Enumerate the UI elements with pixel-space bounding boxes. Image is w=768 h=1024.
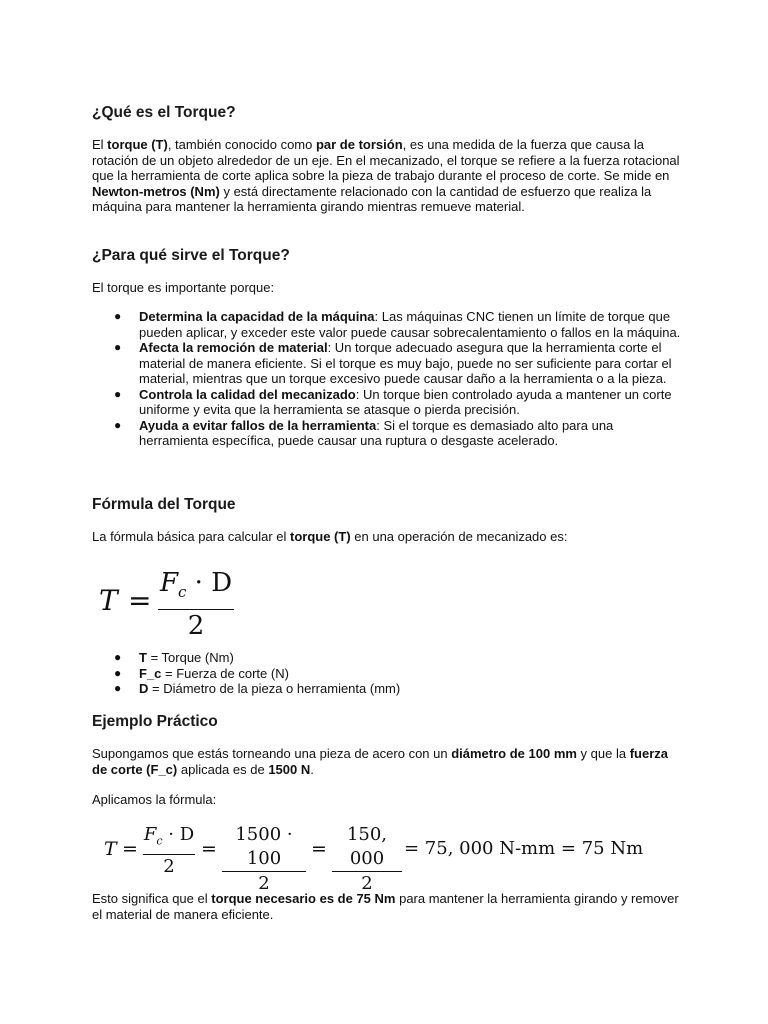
paragraph-formula-intro: La fórmula básica para calcular el torque (T) en una operación de mecanizado es: bbox=[92, 529, 568, 544]
example-fraction-1: $F_c \cdot D$ 2 bbox=[143, 824, 195, 877]
list-item: ● Controla la calidad del mecanizado: Un torque bien controlado ayuda a mantener un corte uniforme y evita que la herramienta se atasque o pierda precisión. bbox=[114, 386, 672, 417]
heading-ejemplo-practico: Ejemplo Práctico bbox=[92, 713, 218, 730]
variables-list bbox=[92, 650, 682, 697]
example-result: = 75, 000 N-mm = 75 Nm bbox=[404, 838, 644, 859]
example-equals-3: = bbox=[311, 838, 327, 860]
list-item: ● T = Torque (Nm) bbox=[114, 650, 234, 665]
paragraph-example: Supongamos que estás torneando una pieza de acero con un diámetro de 100 mm y que la fuerza de corte (F_c) aplicada es de 1500 N. bbox=[92, 746, 668, 777]
importance-list bbox=[92, 309, 682, 449]
example-equals-2: = bbox=[201, 838, 217, 860]
list-item: ● D = Diámetro de la pieza o herramienta (mm) bbox=[114, 681, 401, 696]
formula-equals: = bbox=[128, 584, 152, 617]
paragraph-torque-definition: El torque (T), también conocido como par de torsión, es una medida de la fuerza que causa la rotación de un objeto alrededor de un eje. En el mecanizado, el torque se refiere a la fuerza rotacional que la herramienta de corte aplica sobre la pieza de trabajo durante el proceso de corte. Se mide en Newton-metros (Nm) y está directamente relacionado con la cantidad de esfuerzo que realiza la máquina para mantener la herramienta girando mientras remueve material. bbox=[92, 137, 680, 214]
list-item: ● Determina la capacidad de la máquina: Las máquinas CNC tienen un límite de torque que pueden aplicar, y exceder este valor puede causar sobrecalentamiento o fallos en la máquina. bbox=[114, 309, 681, 340]
example-lhs: T bbox=[104, 838, 117, 860]
example-fraction-3: 150, 000 2 bbox=[332, 823, 402, 896]
paragraph-conclusion: Esto significa que el torque necesario es de 75 Nm para mantener la herramienta girando y remover el material de manera eficiente. bbox=[92, 891, 679, 922]
heading-para-que-sirve: ¿Para qué sirve el Torque? bbox=[92, 247, 290, 264]
list-item: ● Afecta la remoción de material: Un torque adecuado asegura que la herramienta corte el material de manera eficiente. Si el torque es muy bajo, puede no ser suficiente para cortar el material, mientras que un torque excesivo puede causar daño a la herramienta o a la pieza. bbox=[114, 340, 672, 386]
example-equals-1: = bbox=[122, 838, 138, 860]
list-item: ● F_c = Fuerza de corte (N) bbox=[114, 665, 289, 681]
paragraph-apply-formula: Aplicamos la fórmula: bbox=[92, 792, 217, 807]
formula-lhs: T bbox=[99, 584, 118, 617]
list-item: ● Ayuda a evitar fallos de la herramienta: Si el torque es demasiado alto para una herramienta específica, puede causar una ruptura o desgaste acelerado. bbox=[114, 417, 614, 448]
formula-fraction: $F_c \cdot D$ 2 bbox=[159, 568, 233, 642]
example-fraction-2: 1500 · 100 2 bbox=[222, 823, 306, 896]
paragraph-importance-intro: El torque es importante porque: bbox=[92, 280, 275, 295]
heading-que-es-torque: ¿Qué es el Torque? bbox=[92, 104, 236, 121]
heading-formula-torque: Fórmula del Torque bbox=[92, 496, 236, 513]
